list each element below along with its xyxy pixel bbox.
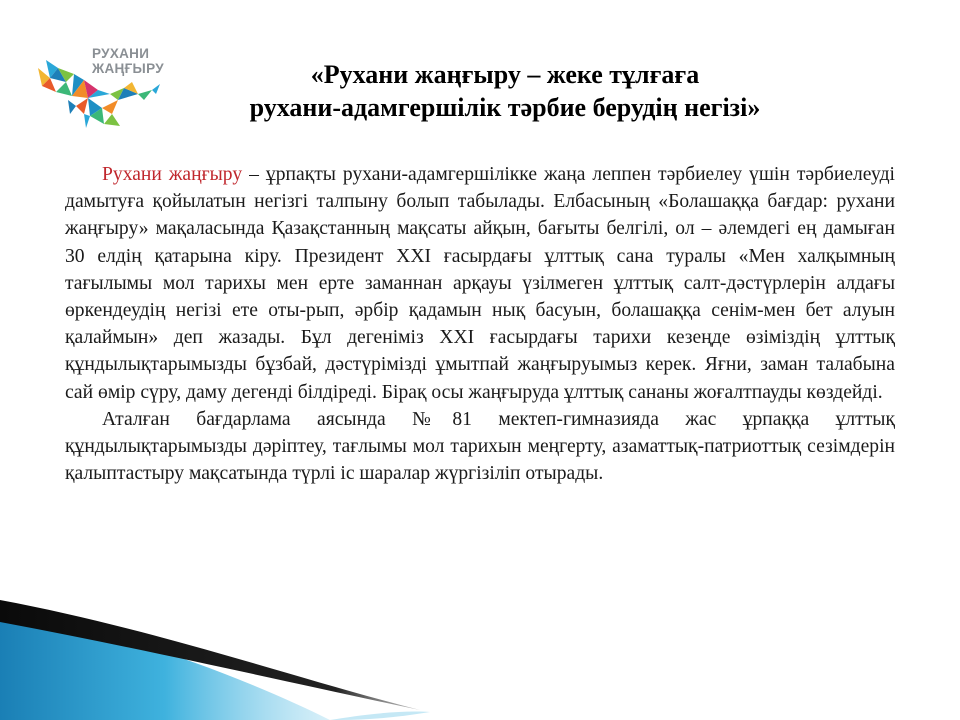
logo-line-1: РУХАНИ bbox=[92, 46, 150, 61]
paragraph-1-text: – ұрпақты рухани-адамгершілікке жаңа леппен тәрбиелеу үшін тәрбиелеуді дамытуға қойылатын негізгі талпыну болып табылады. Елбасының «Болашаққа бағдар: рухани жаңғыру» мақаласында Қазақстанның мақсаты айқын, бағыты белгілі, ол – әлемдегі ең дамыған 30 елдің қатарына кіру. Президент XXI ғасырдағы ұлттық сана туралы «Мен халқымның тағылымы мол тарихы мен ерте заманнан арқауы үзілмеген ұлттық салт-дәстүрлерін алдағы өркендеудің негізі ете оты-рып, әрбір қадамын нық басуын, болашаққа сенім-мен бет алуын қалаймын» деп жазады. Бұл дегеніміз XXI ғасырдағы тарихи кезеңде өзіміздің ұлттық құндылықтарымызды бұзбай, дәстүрімізді ұмытпай жаңғыруымыз керек. Яғни, заман талабына сай өмір сүру, даму дегенді білдіреді. Бірақ осы жаңғыруда ұлттық сананы жоғалтпауды көздейді. bbox=[65, 164, 895, 403]
highlight-term: Рухани жаңғыру bbox=[102, 164, 243, 185]
body-text bbox=[65, 161, 895, 487]
title-line-2: рухани-адамгершілік тәрбие берудің негізі» bbox=[249, 93, 761, 122]
rukhani-zhangyru-logo bbox=[28, 38, 178, 138]
decorative-swoosh bbox=[0, 560, 960, 720]
logo-line-2: ЖАҢҒЫРУ bbox=[92, 61, 164, 76]
paragraph-2: Аталған бағдарлама аясында №81 мектеп-гимназияда жас ұрпаққа ұлттық құндылықтарымызды дәріптеу, тағлымы мол тарихын меңгерту, азаматтық-патриоттық сезімдерін қалыптастыру мақсатында түрлі іс шаралар жүргізіліп отырады. bbox=[65, 408, 895, 485]
paragraph-1 bbox=[65, 161, 895, 406]
title-line-1: «Рухани жаңғыру – жеке тұлғаға bbox=[310, 60, 700, 89]
logo-text bbox=[92, 46, 164, 76]
slide-title bbox=[160, 58, 850, 124]
